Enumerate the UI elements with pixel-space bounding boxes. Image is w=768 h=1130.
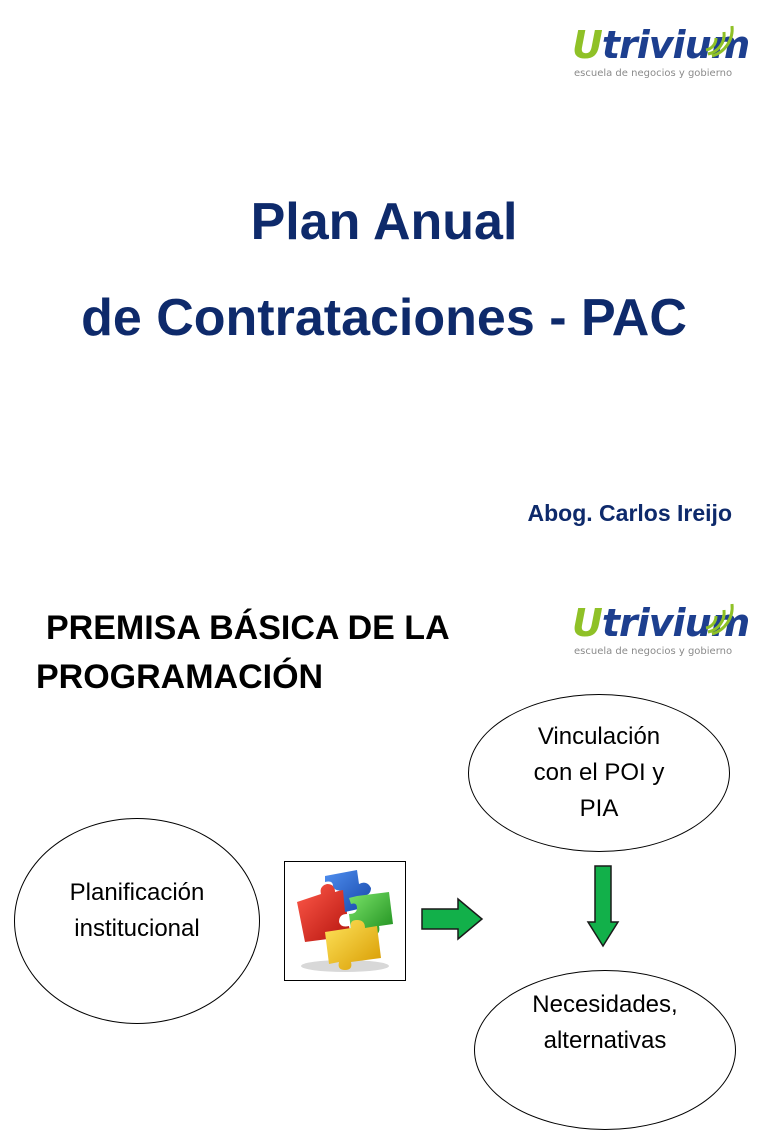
premise-slide bbox=[0, 560, 768, 1054]
slide-title-line1: Plan Anual bbox=[250, 193, 518, 251]
slide-title-line2: de Contrataciones - PAC bbox=[81, 289, 687, 347]
puzzle-image bbox=[284, 861, 406, 981]
utrivium-logo bbox=[572, 20, 750, 90]
signal-arcs-icon bbox=[702, 20, 736, 56]
premise-heading bbox=[36, 604, 450, 703]
signal-arcs-icon bbox=[702, 598, 736, 634]
ellipse-text: Planificación bbox=[69, 879, 205, 906]
logo-wordmark: Utrivium bbox=[572, 601, 750, 645]
institutional-planning-ellipse bbox=[14, 818, 260, 1024]
title-slide bbox=[0, 0, 768, 560]
puzzle-pieces-icon bbox=[285, 862, 405, 980]
premise-heading-line1: PREMISA BÁSICA DE LA bbox=[46, 609, 450, 647]
ellipse-text: institucional bbox=[74, 915, 200, 942]
logo-tagline: escuela de negocios y gobierno bbox=[574, 68, 733, 79]
logo-wordmark: Utrivium bbox=[572, 23, 750, 67]
utrivium-logo bbox=[572, 598, 750, 668]
author-name: Abog. Carlos Ireijo bbox=[527, 500, 732, 526]
poi-pia-ellipse bbox=[468, 694, 730, 852]
ellipse-text: alternativas bbox=[543, 1027, 667, 1054]
needs-alternatives-ellipse bbox=[474, 970, 736, 1130]
logo-tagline: escuela de negocios y gobierno bbox=[574, 646, 733, 657]
ellipse-text: Vinculación bbox=[537, 723, 661, 750]
ellipse-text: Necesidades, bbox=[532, 991, 678, 1018]
arrow-down-icon bbox=[586, 864, 620, 948]
arrow-right-icon bbox=[420, 897, 484, 941]
ellipse-text: con el POI y bbox=[533, 759, 665, 786]
ellipse-text: PIA bbox=[579, 795, 619, 822]
premise-heading-line2: PROGRAMACIÓN bbox=[36, 658, 324, 697]
